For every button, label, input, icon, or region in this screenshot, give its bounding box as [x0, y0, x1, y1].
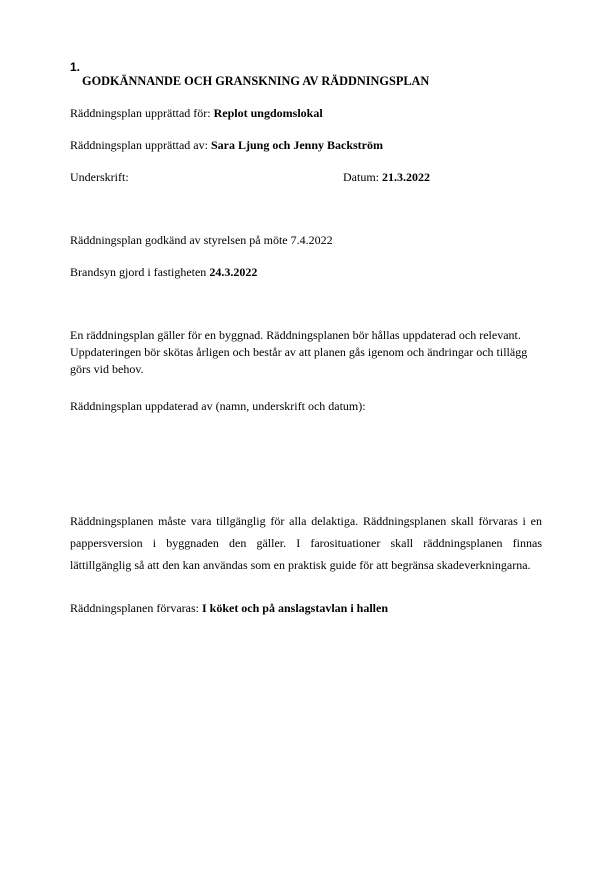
prepared-for-value: Replot ungdomslokal: [213, 106, 323, 120]
inspection-line: [70, 265, 257, 279]
prepared-by-label: Räddningsplan upprättad av:: [70, 138, 211, 152]
availability-paragraph: Räddningsplanen måste vara tillgänglig för alla delaktiga. Räddningsplanen skall förvaras i en pappersversion i byggnaden den gäller. I farosituationer skall räddningsplanen finnas lättillgänglig så att den kan användas som en praktisk guide för att begränsa skadeverkningarna.: [70, 514, 542, 572]
date-line: [343, 170, 430, 184]
inspection-label: Brandsyn gjord i fastigheten: [70, 265, 210, 279]
storage-value: I köket och på anslagstavlan i hallen: [201, 601, 389, 615]
date-label: Datum:: [343, 170, 382, 184]
section-title: GODKÄNNANDE OCH GRANSKNING AV RÄDDNINGSPLAN: [82, 74, 430, 88]
validity-line-3: görs vid behov.: [70, 362, 144, 376]
storage-line: [70, 601, 388, 615]
section-number: 1.: [70, 60, 81, 74]
prepared-for-label: Räddningsplan upprättad för:: [70, 106, 214, 120]
validity-paragraph: [70, 327, 550, 378]
prepared-for-line: [70, 106, 323, 120]
signature-label: Underskrift:: [70, 170, 129, 184]
date-value: 21.3.2022: [382, 170, 430, 184]
updated-by-text: Räddningsplan uppdaterad av (namn, underskrift och datum):: [70, 399, 366, 413]
inspection-value: 24.3.2022: [209, 265, 258, 279]
approved-text: Räddningsplan godkänd av styrelsen på möte 7.4.2022: [70, 233, 333, 247]
storage-label: Räddningsplanen förvaras:: [70, 601, 202, 615]
validity-line-2: Uppdateringen bör skötas årligen och består av att planen gås igenom och ändringar och tillägg: [70, 345, 528, 359]
prepared-by-line: [70, 138, 383, 152]
prepared-by-value: Sara Ljung och Jenny Backström: [210, 138, 383, 152]
validity-line-1: En räddningsplan gäller för en byggnad. Räddningsplanen bör hållas uppdaterad och relevant.: [70, 328, 521, 342]
